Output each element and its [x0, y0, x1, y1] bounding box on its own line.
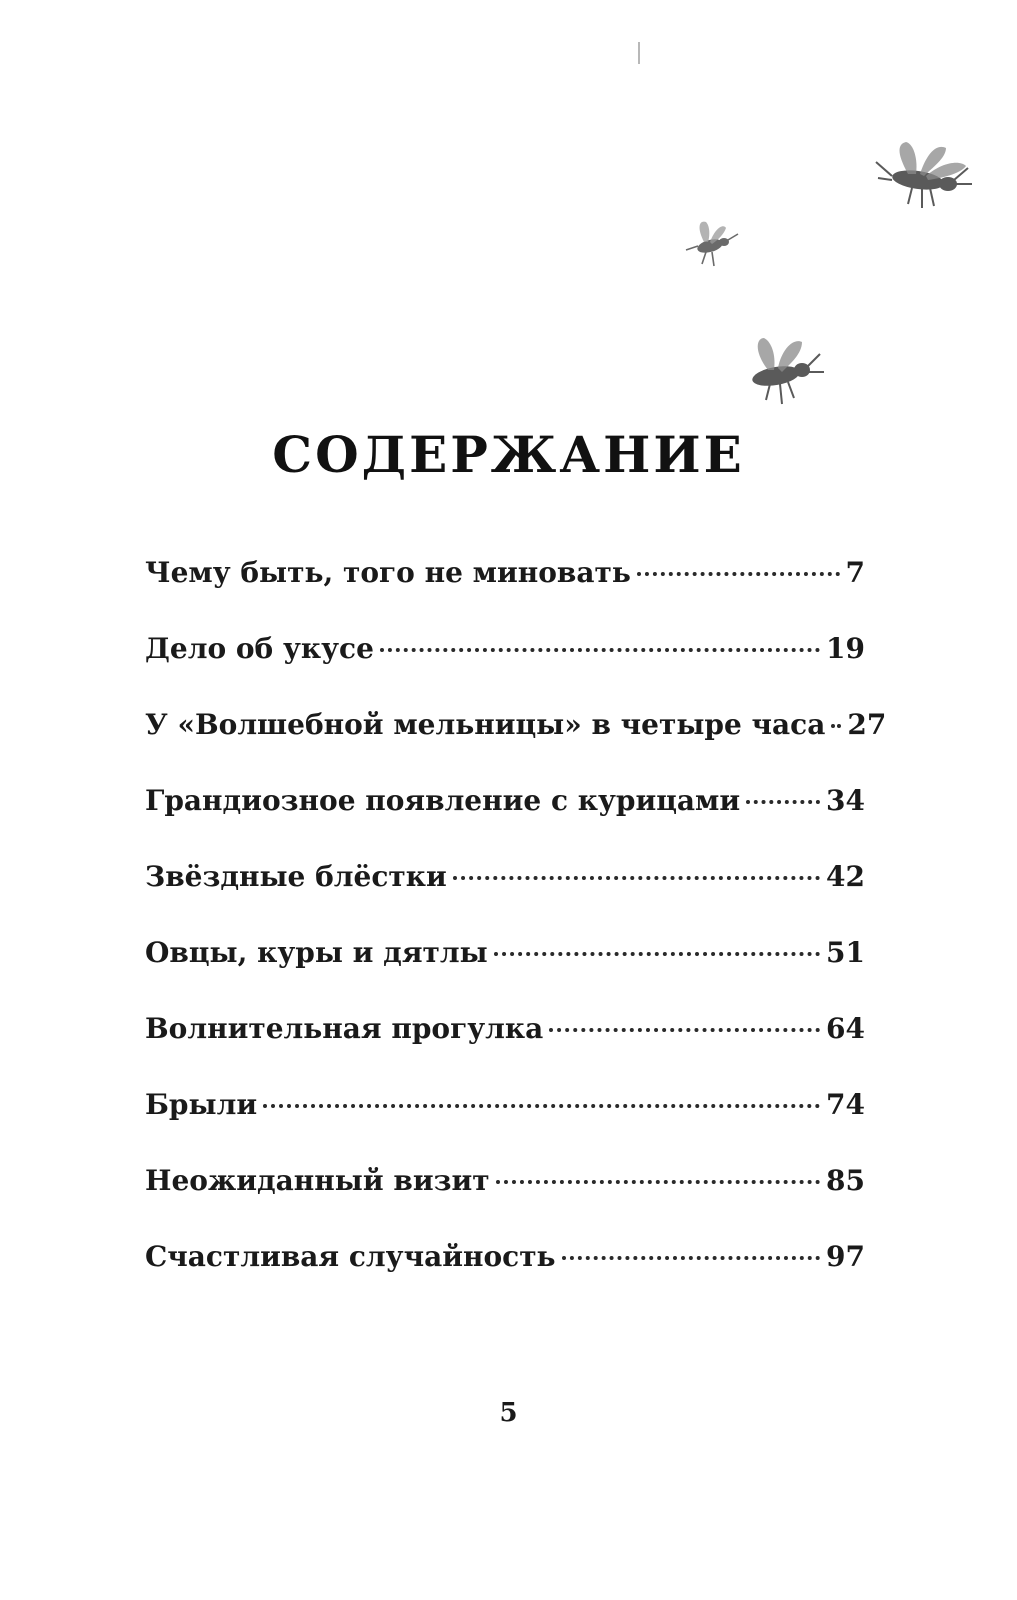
firefly-icon	[868, 132, 978, 222]
toc-leader-dots	[496, 1180, 820, 1184]
toc-leader-dots	[263, 1104, 820, 1108]
toc-leader-dots	[380, 648, 820, 652]
page-number: 5	[499, 1398, 518, 1428]
toc-leader-dots	[453, 876, 820, 880]
toc-entry	[145, 936, 865, 1012]
toc-entry-title: Овцы, куры и дятлы	[145, 936, 488, 969]
toc-leader-dots	[549, 1028, 820, 1032]
toc-entry-page: 19	[826, 632, 865, 665]
scan-mark	[638, 42, 640, 64]
toc-leader-dots	[746, 800, 820, 804]
toc-entry	[145, 784, 865, 860]
toc-entry	[145, 556, 865, 632]
toc-entry-page: 27	[847, 708, 887, 741]
toc-entry	[145, 1164, 865, 1240]
toc-entry-title: Грандиозное появление с курицами	[145, 784, 741, 817]
firefly-icon	[740, 326, 828, 410]
toc-leader-dots	[562, 1256, 820, 1260]
toc-entry-page: 85	[826, 1164, 865, 1197]
toc-entry-page: 74	[826, 1088, 865, 1121]
page-title: СОДЕРЖАНИЕ	[272, 425, 745, 484]
toc-entry-page: 64	[826, 1012, 865, 1045]
toc-entry-title: Брыли	[145, 1088, 258, 1121]
toc-entry	[145, 1240, 865, 1316]
toc-entry-page: 42	[826, 860, 865, 893]
toc-entry-page: 34	[826, 784, 865, 817]
toc-leader-dots	[831, 724, 841, 728]
toc-entry-page: 51	[826, 936, 865, 969]
toc-entry	[145, 632, 865, 708]
toc-entry	[145, 708, 887, 784]
toc-leader-dots	[494, 952, 820, 956]
toc-entry-title: Волнительная прогулка	[145, 1012, 544, 1045]
toc-entry-title: Неожиданный визит	[145, 1164, 490, 1197]
toc-entry-page: 97	[826, 1240, 865, 1273]
toc-entry-title: Дело об укусе	[145, 632, 374, 665]
toc-entry-title: У «Волшебной мельницы» в четыре часа	[145, 708, 826, 741]
toc-entry	[145, 860, 865, 936]
table-of-contents	[145, 556, 887, 1316]
toc-leader-dots	[637, 572, 840, 576]
toc-entry-title: Чему быть, того не миновать	[145, 556, 631, 589]
toc-entry	[145, 1012, 865, 1088]
toc-entry-title: Счастливая случайность	[145, 1240, 556, 1273]
toc-entry-page: 7	[845, 556, 865, 589]
firefly-icon	[680, 216, 742, 272]
toc-entry	[145, 1088, 865, 1164]
toc-entry-title: Звёздные блёстки	[145, 860, 447, 893]
